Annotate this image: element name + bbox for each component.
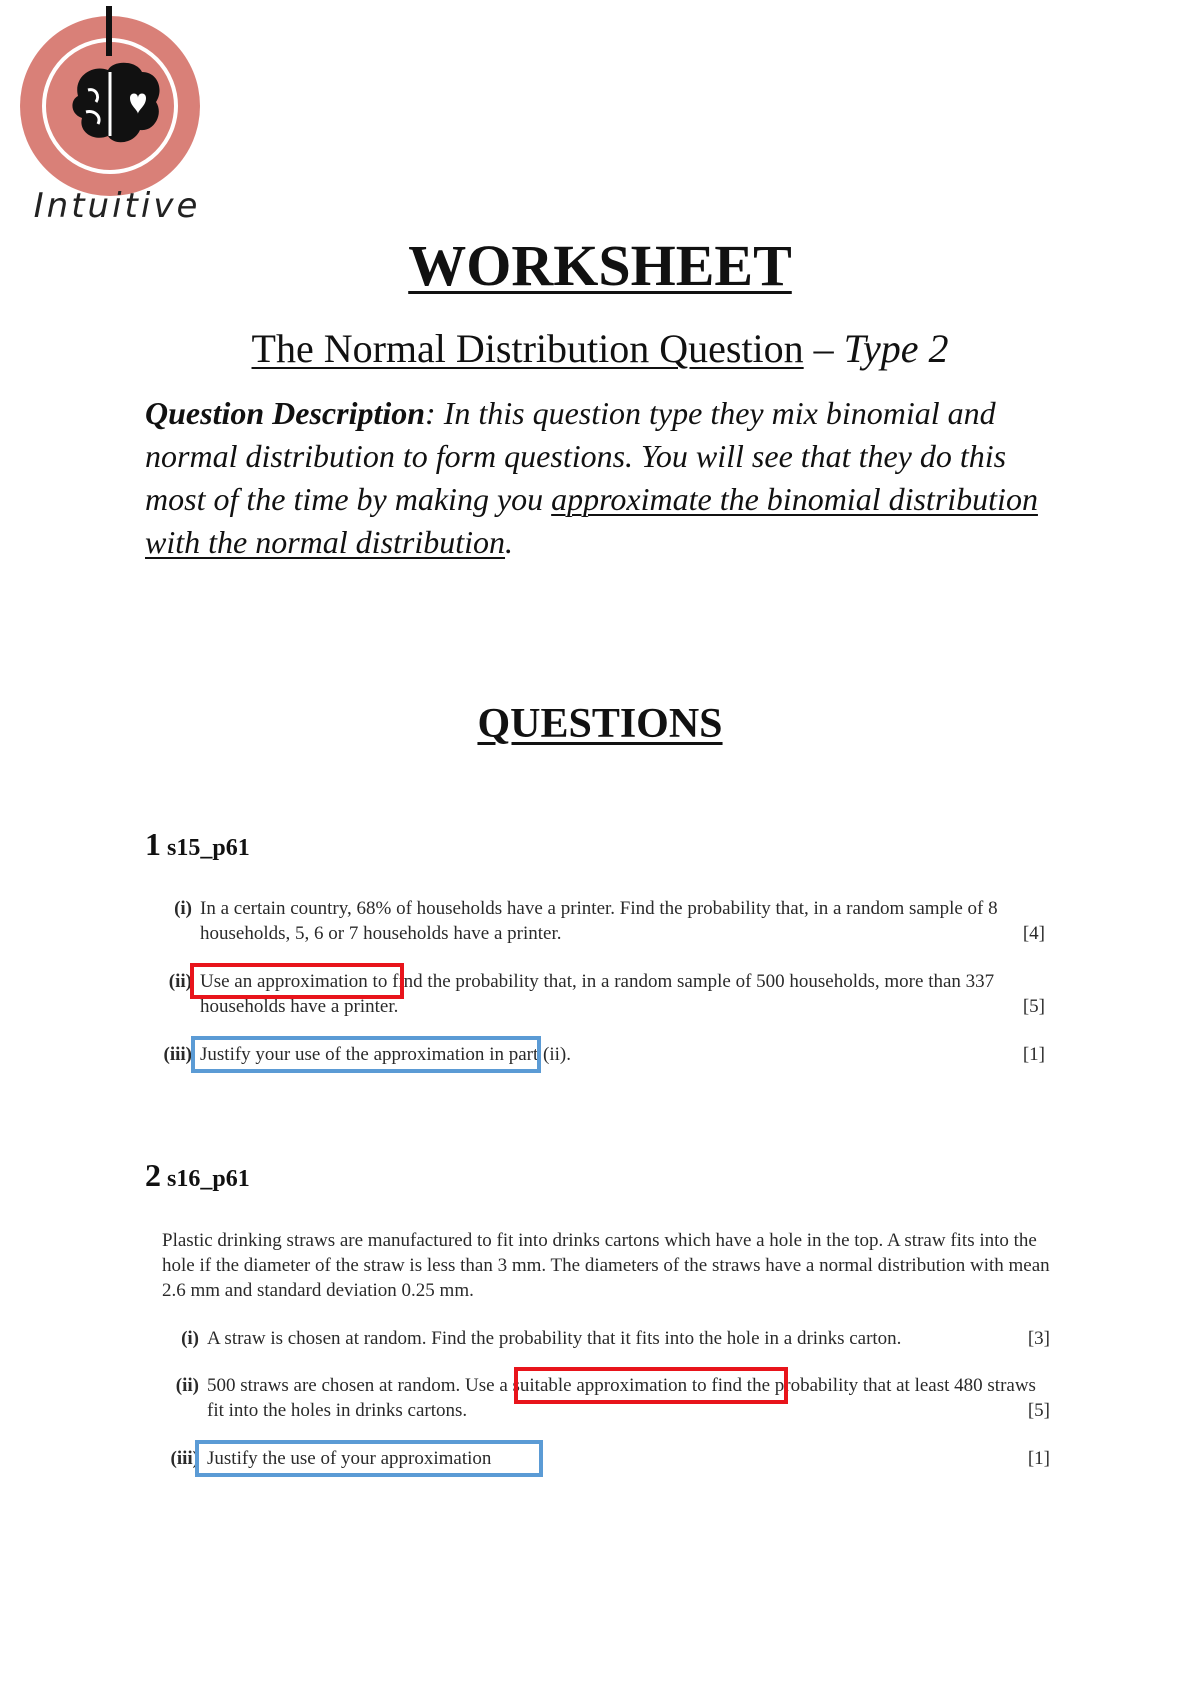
part-label: (i) (174, 898, 192, 919)
red-highlight-box (514, 1367, 788, 1404)
question-number: 2 (145, 1157, 161, 1193)
part-text: In a certain country, 68% of households have a printer. Find the probability that, in a random sample of 8 households, 5, 6 or 7 households have a printer. (200, 898, 998, 944)
description-sep: : (425, 395, 444, 431)
description-underlined: approximate the binomial distribution with the normal distribution (145, 481, 1038, 560)
part-marks: [1] (1027, 1448, 1050, 1469)
part-label: (ii) (175, 1375, 199, 1396)
question-code: s16_p61 (167, 1166, 250, 1192)
part-text: to find the probability that at least 480 straws fit into the holes in drinks cartons. (207, 1375, 1036, 1421)
q2-part-i (181, 1326, 1050, 1351)
part-marks: [5] (1022, 996, 1045, 1017)
part-marks: [5] (1027, 1400, 1050, 1421)
blue-highlight-box (191, 1036, 541, 1073)
highlighted-phrase: Use a suitable approximation (465, 1375, 688, 1396)
part-marks: [4] (1022, 923, 1045, 944)
blue-highlight-box (195, 1440, 543, 1477)
logo-text: Intuitive (33, 186, 201, 226)
subtitle-main: The Normal Distribution Question (251, 326, 804, 371)
intuitive-logo (18, 6, 208, 226)
question-code: s15_p61 (167, 835, 250, 861)
worksheet-title: WORKSHEET (408, 233, 792, 298)
highlighted-phrase: Use an approximation (200, 971, 368, 992)
worksheet-subtitle (0, 325, 1200, 372)
description-label: Question Description (145, 395, 426, 431)
questions-heading: QUESTIONS (477, 701, 723, 747)
part-marks: [3] (1027, 1328, 1050, 1349)
subtitle-type: Type 2 (843, 326, 949, 371)
question-description (145, 392, 1065, 564)
part-label: (i) (181, 1328, 199, 1349)
part-text: in part (ii). (484, 1044, 571, 1065)
question-1-heading (145, 826, 250, 863)
red-highlight-box (190, 963, 404, 999)
part-label: (ii) (168, 971, 192, 992)
subtitle-dash: – (803, 326, 844, 371)
part-label: (iii) (170, 1448, 199, 1469)
question-2-heading (145, 1157, 250, 1194)
question-number: 1 (145, 826, 161, 862)
q1-part-i (174, 896, 1045, 946)
part-text: A straw is chosen at random. Find the probability that it fits into the hole in a drinks carton. (207, 1328, 902, 1349)
part-label: (iii) (163, 1044, 192, 1065)
part-text: to find the probability that, in a random sample of 500 households, more than 337 households have a printer. (200, 971, 995, 1017)
part-text-before: 500 straws are chosen at random. (207, 1375, 466, 1396)
brain-logo-icon (18, 6, 208, 196)
highlighted-phrase: Justify the use of your approximation (207, 1448, 492, 1469)
description-end: . (505, 524, 514, 560)
highlighted-phrase: Justify your use of the approximation (200, 1044, 485, 1065)
q2-intro (162, 1228, 1050, 1303)
description-text: In this question type they mix binomial and normal distribution to form questions. You will see that they do this most of the time by making you (145, 395, 1007, 517)
question-intro: Plastic drinking straws are manufactured to fit into drinks cartons which have a hole in the top. A straw fits into the hole if the diameter of the straw is less than 3 mm. The diameters of the straws have a normal distribution with mean 2.6 mm and standard deviation 0.25 mm. (162, 1230, 1050, 1301)
part-marks: [1] (1022, 1044, 1045, 1065)
